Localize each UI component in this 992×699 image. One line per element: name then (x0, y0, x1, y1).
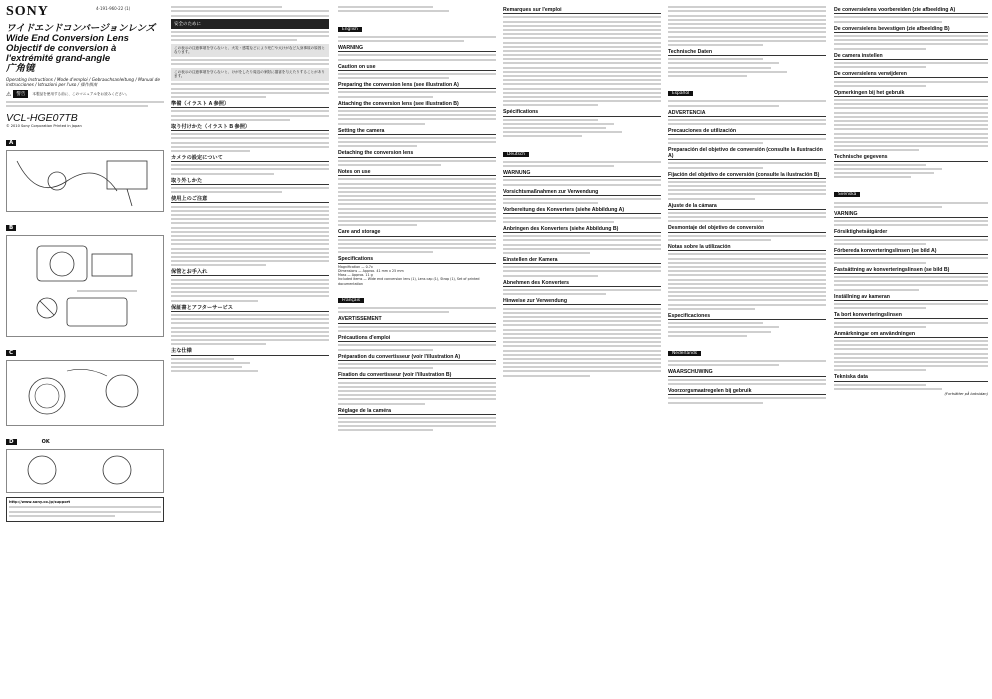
spec-row: Dimensions — Approx. 41 mm x 25 mm (338, 268, 404, 273)
heading-einstellen: Einstellen der Kamera (503, 257, 661, 264)
heading-warnung: WARNUNG (503, 170, 661, 177)
heading-anbringen: Anbringen des Konverters (siehe Abbildung B) (503, 226, 661, 233)
heading-fixation-fr: Fixation du convertisseur (voir l'illustration B) (338, 372, 496, 379)
section-specs-jp: 主な仕様 (171, 348, 329, 355)
lang-tag-deutsch: Deutsch (503, 152, 529, 157)
illustration-d (6, 449, 164, 493)
lang-tag-nederlands: Nederlands (668, 351, 701, 356)
heading-vorbereitung: Vorbereitung des Konverters (siehe Abbildung A) (503, 207, 661, 214)
continued-note: (Fortsätter på baksidan) (944, 392, 988, 397)
heading-attach: Attaching the conversion lens (see illustration B) (338, 101, 496, 108)
section-attach-jp: 取り付けかた（イラスト B 参照） (171, 124, 329, 131)
section-notes-jp: 使用上のご注意 (171, 196, 329, 203)
heading-technische-nl: Technische gegevens (834, 154, 988, 161)
illustration-b (6, 235, 164, 337)
warning-badge: 警告 (13, 90, 28, 98)
heading-prepare: Preparing the conversion lens (see illustration A) (338, 82, 496, 89)
heading-settings: Setting the camera (338, 128, 496, 135)
heading-ajuste-es: Ajuste de la cámara (668, 203, 826, 210)
brand-logo: SONY (6, 4, 49, 19)
heading-verwijderen-nl: De conversielens verwijderen (834, 71, 988, 78)
warning-bar (6, 90, 164, 98)
heading-notes: Notes on use (338, 169, 496, 176)
heading-notas-es: Notas sobre la utilización (668, 244, 826, 251)
heading-hinweise: Hinweise zur Verwendung (503, 298, 661, 305)
heading-preparation-fr: Préparation du convertisseur (voir l'illustration A) (338, 354, 496, 361)
heading-forsiktighet: Försiktighetsåtgärder (834, 229, 988, 236)
model-number: VCL-HGE07TB (6, 111, 78, 124)
heading-fijacion-es: Fijación del objetivo de conversión (consulte la ilustración B) (668, 172, 826, 179)
column-cover (6, 4, 164, 696)
safety-heading: 安全のために (171, 19, 329, 29)
heading-waarschuwing: WAARSCHUWING (668, 369, 826, 376)
figure-label-b: B (6, 225, 16, 231)
illustration-a (6, 150, 164, 212)
heading-installning-sv: Inställning av kameran (834, 294, 988, 301)
heading-detach: Detaching the conversion lens (338, 150, 496, 157)
heading-caution: Caution on use (338, 64, 496, 71)
heading-voorbereiden-nl: De conversielens voorbereiden (zie afbeelding A) (834, 7, 988, 14)
heading-varning: VARNING (834, 211, 988, 218)
title-jp: ワイドエンドコンバージョンレンズ (6, 23, 156, 34)
column-japanese (171, 4, 329, 696)
heading-specs: Specifications (338, 256, 496, 263)
lens-attach-illustration (7, 236, 163, 334)
warning-block-2: この表示の注意事項を守らないと、けがをしたり周辺の家財に損害を与えたりすることがあります。 (171, 68, 329, 82)
warning-block-1: この表示の注意事項を守らないと、火災・感電などにより死亡や大けがなど人身事故の原因となります。 (171, 44, 329, 58)
lang-tag-svenska: Svenska (834, 192, 860, 197)
heading-advertencia: ADVERTENCIA (668, 110, 826, 117)
heading-opmerkingen-nl: Opmerkingen bij het gebruik (834, 90, 988, 97)
heading-technische-daten: Technische Daten (668, 49, 826, 56)
support-box (6, 497, 164, 522)
spec-row: Magnification — 0.7x (338, 264, 373, 269)
heading-reglage-fr: Réglage de la caméra (338, 408, 496, 415)
ok-label: OK (41, 438, 50, 445)
strap-illustration (7, 151, 163, 209)
heading-forbereda-sv: Förbereda konverteringslinsen (se bild A) (834, 248, 988, 255)
heading-tekniska-sv: Tekniska data (834, 374, 988, 381)
heading-voorzorg: Voorzorgsmaatregelen bij gebruik (668, 388, 826, 395)
title-en: Wide End Conversion Lens (6, 33, 129, 44)
illustration-c (6, 360, 164, 426)
figure-label-c: C (6, 350, 16, 356)
heading-fastsattning-sv: Fastsättning av konverteringslinsen (se bild B) (834, 267, 988, 274)
heading-especificaciones-es: Especificaciones (668, 313, 826, 320)
heading-ta-bort-sv: Ta bort konverteringslinsen (834, 312, 988, 319)
heading-abnehmen: Abnehmen des Konverters (503, 280, 661, 287)
column-french-german (503, 4, 661, 696)
section-settings-jp: カメラの設定について (171, 155, 329, 162)
figure-label-d: D (6, 439, 17, 445)
section-prepare-jp: 準備（イラスト A 参照） (171, 101, 329, 108)
column-english (338, 4, 496, 696)
copyright: © 2010 Sony Corporation Printed in Japan (6, 123, 82, 128)
heading-avertissement: AVERTISSEMENT (338, 316, 496, 323)
column-dutch-swedish (834, 4, 988, 696)
cap-storage-illustration (7, 450, 163, 490)
title-cn: 广角镜 (6, 63, 35, 74)
heading-bevestigen-nl: De conversielens bevestigen (zie afbeelding B) (834, 26, 988, 33)
doc-code: 4-191-960-22 (1) (96, 6, 131, 11)
column-german-spanish (668, 4, 826, 696)
lens-cap-illustration (7, 361, 163, 423)
heading-precauciones: Precauciones de utilización (668, 128, 826, 135)
heading-warning: WARNING (338, 45, 496, 52)
heading-specifications-fr: Spécifications (503, 109, 661, 116)
figure-label-a: A (6, 140, 16, 146)
title-fr-1: Objectif de conversion à (6, 43, 117, 54)
spec-row: Included items — Wide end conversion lens (1), Lens cap (1), Strap (1), Set of printed documentation (338, 277, 480, 286)
heading-preparacion-es: Preparación del objetivo de conversión (consulte la ilustración A) (668, 147, 826, 160)
section-care-jp: 保管とお手入れ (171, 269, 329, 276)
heading-vorsicht: Vorsichtsmaßnahmen zur Verwendung (503, 189, 661, 196)
heading-anmarkningar-sv: Anmärkningar om användningen (834, 331, 988, 338)
section-detach-jp: 取り外しかた (171, 178, 329, 185)
operating-instructions-list: Operating Instructions / Mode d'emploi / Gebrauchsanleitung / Manual de instrucciones / Istruzioni per l'uso / 操作指南 (6, 77, 160, 88)
heading-camera-nl: De camera instellen (834, 53, 988, 60)
title-fr-2: l'extrémité grand-angle (6, 53, 111, 64)
support-website[interactable]: http://www.sony.co.jp/support (9, 499, 71, 504)
lang-tag-english: English (338, 27, 362, 32)
section-warranty-jp: 保証書とアフターサービス (171, 305, 329, 312)
heading-desmontaje-es: Desmontaje del objetivo de conversión (668, 225, 826, 232)
heading-precautions: Précautions d'emploi (338, 335, 496, 342)
warning-triangle-icon: ⚠ (6, 90, 12, 98)
heading-care: Care and storage (338, 229, 496, 236)
spec-row: Mass — Approx. 11 g (338, 273, 373, 278)
lang-tag-francais: Français (338, 298, 364, 303)
lang-tag-espanol: Español (668, 91, 693, 96)
heading-remarques: Remarques sur l'emploi (503, 7, 661, 14)
warning-text: 本製品を使用する前に、このマニュアルをお読みください。 (32, 92, 130, 96)
